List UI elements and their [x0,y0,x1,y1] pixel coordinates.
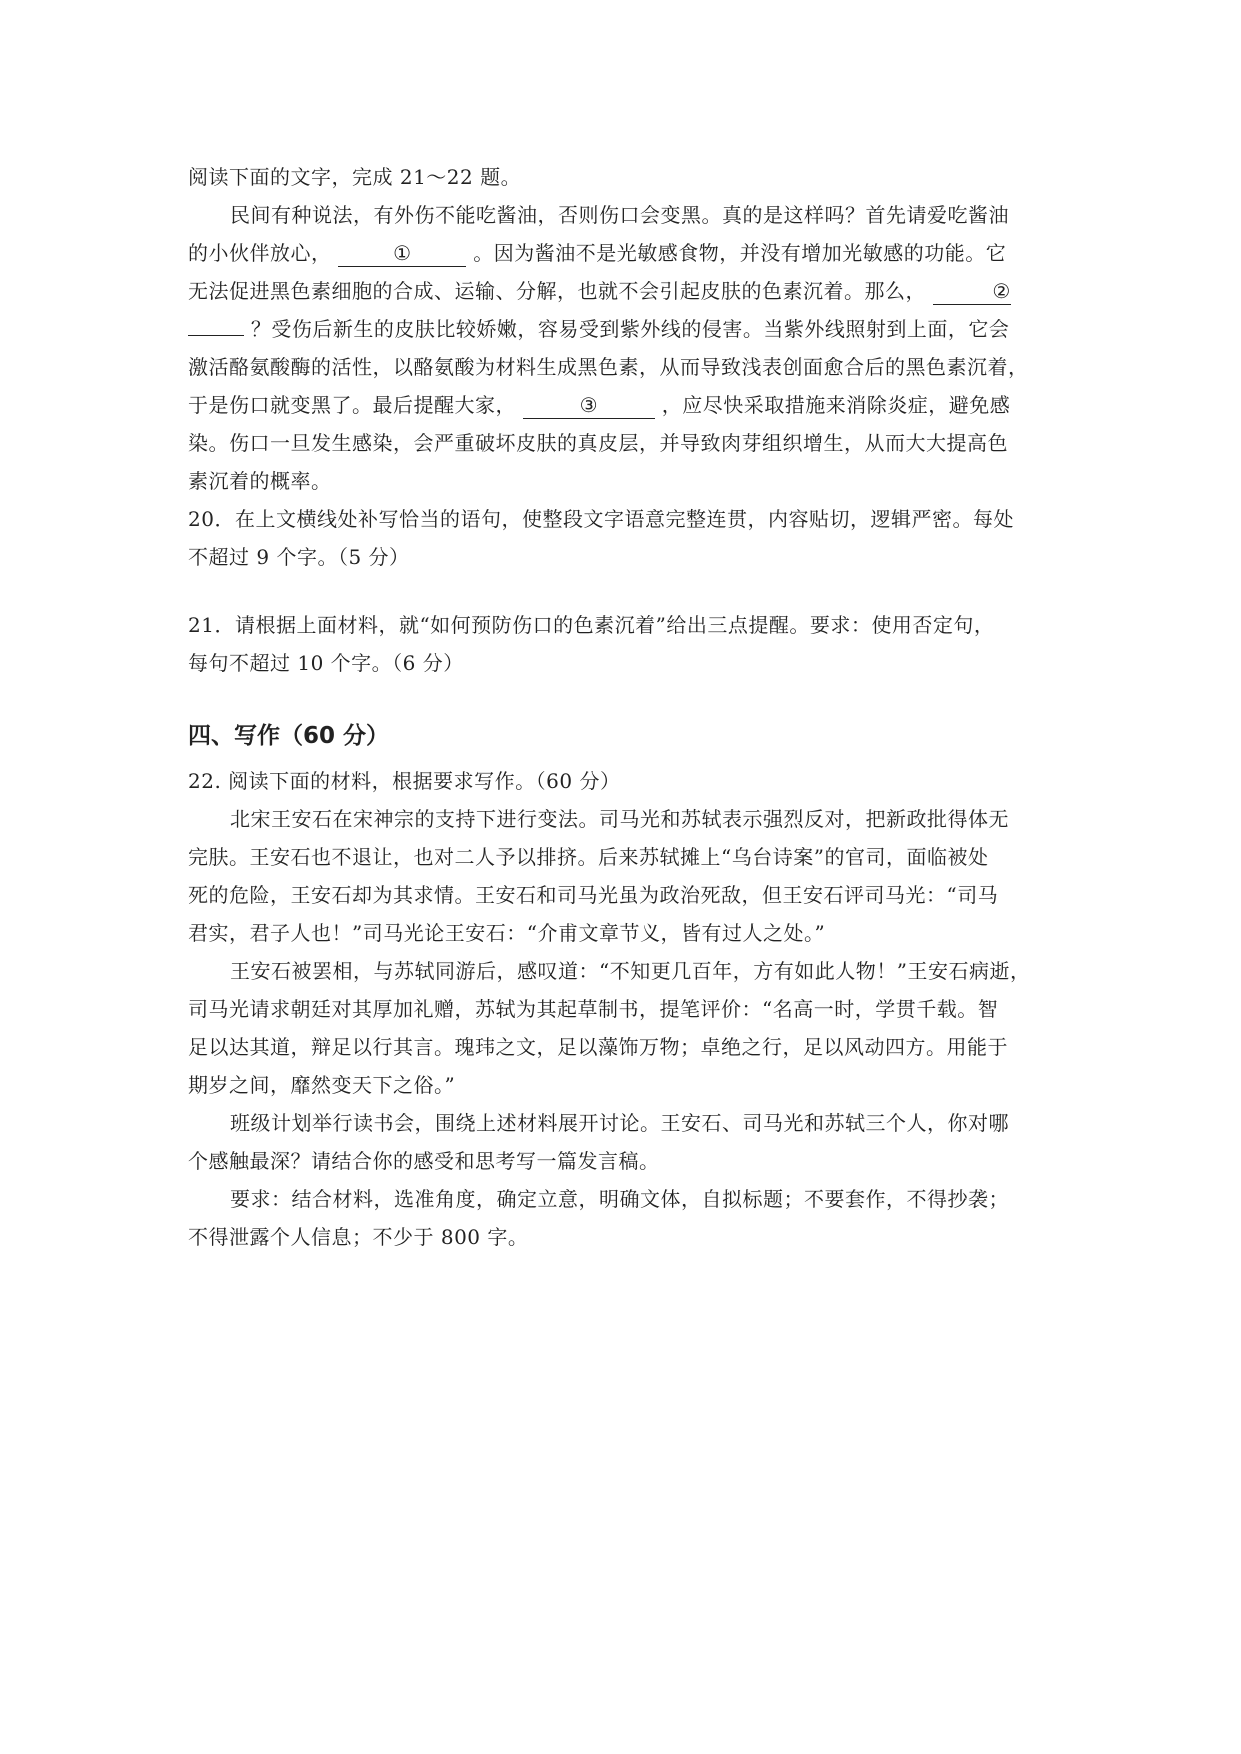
writing-section [188,716,1060,1256]
paragraph-line: 个感触最深？请结合你的感受和思考写一篇发言稿。 [188,1149,660,1173]
section-spacer [188,682,1060,716]
paragraph-line: 要求：结合材料，选准角度，确定立意，明确文体，自拟标题；不要套作，不得抄袭； [230,1187,1009,1211]
passage-text: 于是伤口就变黑了。最后提醒大家， [188,393,516,417]
paragraph-line: 期岁之间，靡然变天下之俗。” [188,1073,456,1097]
material-paragraph-2 [188,952,1060,1104]
passage-line: 染。伤口一旦发生感染，会严重破坏皮肤的真皮层，并导致肉芽组织增生，从而大大提高色 [188,431,1008,455]
paragraph-line: 王安石被罢相，与苏轼同游后，感叹道：“不知更几百年，方有如此人物！”王安石病逝， [230,959,1031,983]
question-21 [188,606,1060,682]
paragraph-line: 足以达其道，辩足以行其言。瑰玮之文，足以藻饰万物；卓绝之行，足以风动四方。用能于 [188,1035,1008,1059]
passage-text: ，应尽快采取措施来消除炎症，避免感 [661,393,1011,417]
passage-text: 无法促进黑色素细胞的合成、运输、分解，也就不会引起皮肤的色素沉着。那么， [188,279,926,303]
section-heading: 四、写作（60 分） [188,723,390,749]
passage-line [188,310,1060,348]
passage-line: 民间有种说法，有外伤不能吃酱油，否则伤口会变黑。真的是这样吗？首先请爱吃酱油 [230,203,1009,227]
question-line: 21．请根据上面材料，就“如何预防伤口的色素沉着”给出三点提醒。要求：使用否定句， [188,613,995,637]
question-line: 每句不超过 10 个字。（6 分） [188,651,464,675]
answer-blank-3[interactable]: ③ [523,392,655,419]
paragraph-line: 君实，君子人也！”司马光论王安石：“介甫文章节义，皆有过人之处。” [188,921,826,945]
question-22: 22. 阅读下面的材料，根据要求写作。（60 分） [188,769,621,793]
answer-blank-2-continued[interactable] [188,335,244,336]
passage-text: 的小伙伴放心， [188,241,332,265]
reading-intro: 阅读下面的文字，完成 21～22 题。 [188,165,522,189]
paragraph-line: 不得泄露个人信息；不少于 800 字。 [188,1225,529,1249]
task-paragraph [188,1104,1060,1180]
requirements-paragraph [188,1180,1060,1256]
passage-text: ？受伤后新生的皮肤比较娇嫩，容易受到紫外线的侵害。当紫外线照射到上面，它会 [250,317,1010,341]
passage-line [188,386,1060,424]
passage-line: 激活酪氨酸酶的活性，以酪氨酸为材料生成黑色素，从而导致浅表创面愈合后的黑色素沉着， [188,355,1029,379]
question-line: 不超过 9 个字。（5 分） [188,545,410,569]
exam-page [188,158,1060,1256]
answer-space [188,576,1060,606]
paragraph-line: 司马光请求朝廷对其厚加礼赠，苏轼为其起草制书，提笔评价：“名高一时，学贯千载。智 [188,997,999,1021]
passage-line: 素沉着的概率。 [188,469,332,493]
passage-text: 。因为酱油不是光敏感食物，并没有增加光敏感的功能。它 [473,241,1007,265]
question-line: 20．在上文横线处补写恰当的语句，使整段文字语意完整连贯，内容贴切，逻辑严密。每处 [188,507,1014,531]
passage-line [188,272,1060,310]
question-20 [188,500,1060,576]
paragraph-line: 死的危险，王安石却为其求情。王安石和司马光虽为政治死敌，但王安石评司马光：“司马 [188,883,999,907]
reading-passage [188,196,1060,500]
answer-blank-2[interactable]: ② [933,278,1011,305]
answer-blank-1[interactable]: ① [338,240,466,267]
material-paragraph-1 [188,800,1060,952]
paragraph-line: 北宋王安石在宋神宗的支持下进行变法。司马光和苏轼表示强烈反对，把新政批得体无 [230,807,1009,831]
paragraph-line: 班级计划举行读书会，围绕上述材料展开讨论。王安石、司马光和苏轼三个人，你对哪 [230,1111,1009,1135]
paragraph-line: 完肤。王安石也不退让，也对二人予以排挤。后来苏轼摊上“乌台诗案”的官司，面临被处 [188,845,989,869]
passage-line [188,234,1060,272]
